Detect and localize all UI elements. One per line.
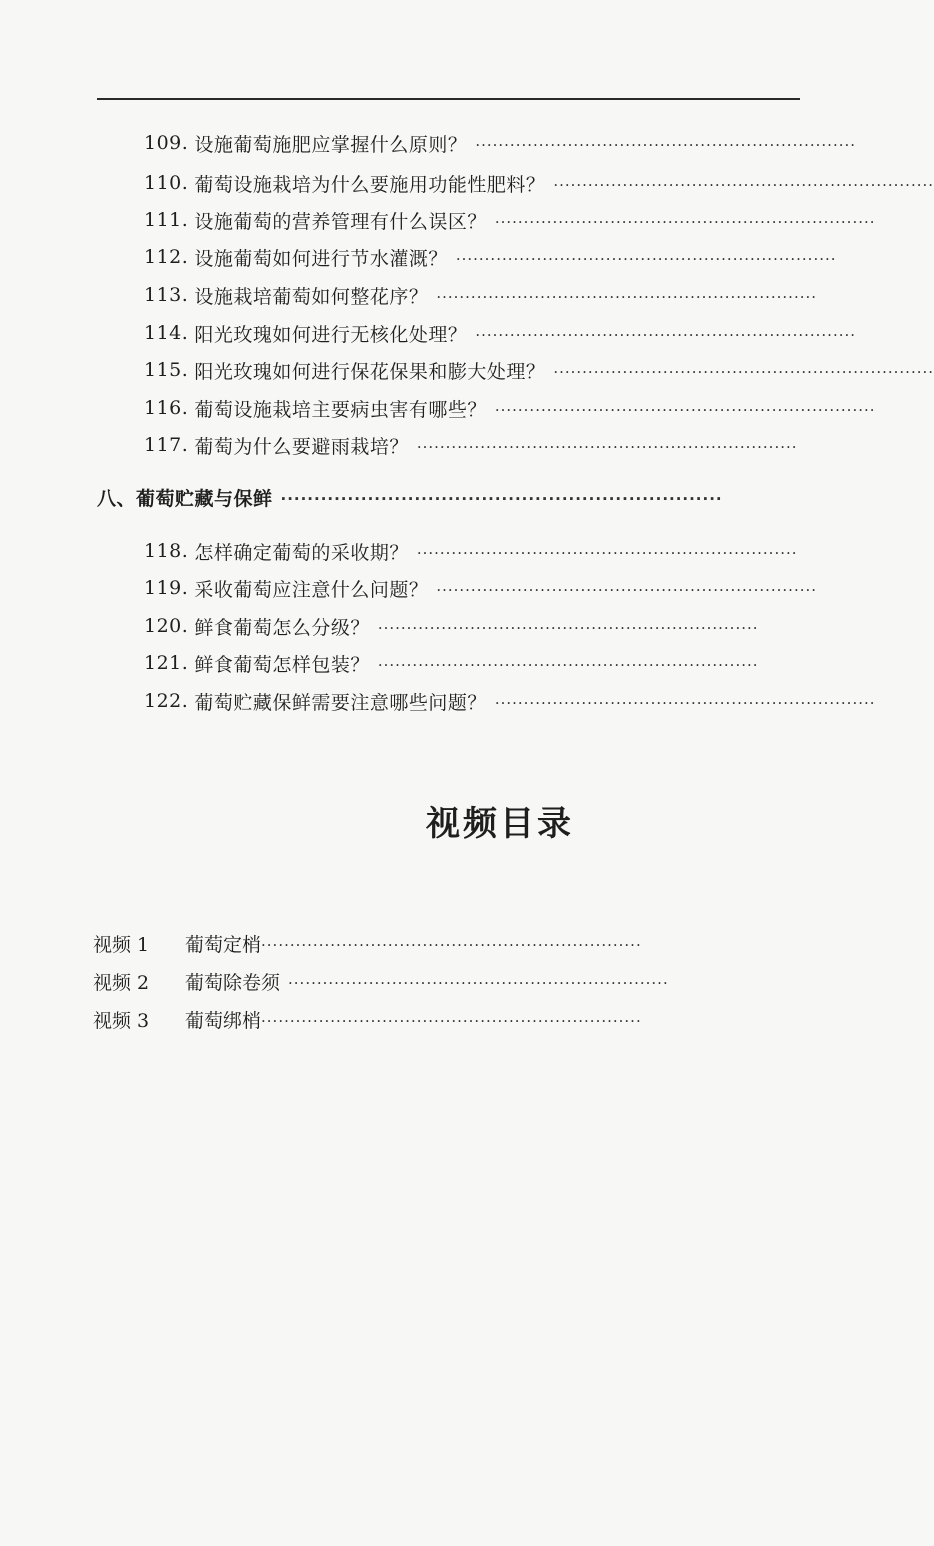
video-title: 葡萄除卷须 xyxy=(185,971,281,994)
toc-item-title: 葡萄贮藏保鲜需要注意哪些问题？ xyxy=(194,691,487,714)
toc-item-117[interactable] xyxy=(0,430,800,460)
toc-item-title: 设施栽培葡萄如何整花序？ xyxy=(194,285,429,308)
toc-item-title: 采收葡萄应注意什么问题？ xyxy=(194,578,429,601)
video-item-1[interactable] xyxy=(0,926,800,960)
toc-item-title: 设施葡萄的营养管理有什么误区？ xyxy=(194,210,487,233)
video-item-2[interactable] xyxy=(0,964,800,998)
toc-item-110[interactable] xyxy=(0,168,934,198)
dot-leader: ·································································· xyxy=(416,438,798,456)
dot-leader: ·································································· xyxy=(475,326,857,344)
toc-item-119[interactable] xyxy=(0,573,818,603)
toc-item-number: 112. xyxy=(144,246,189,268)
video-label: 视频 1 xyxy=(93,933,150,956)
toc-item-title: 阳光玫瑰如何进行无核化处理？ xyxy=(194,323,468,346)
video-label: 视频 3 xyxy=(93,1009,150,1032)
toc-item-number: 117. xyxy=(144,434,189,456)
dot-leader: ·································································· xyxy=(494,213,876,231)
dot-leader: ·································································· xyxy=(377,619,759,637)
toc-item-number: 110. xyxy=(144,172,189,194)
toc-item-121[interactable] xyxy=(0,648,800,678)
toc-item-112[interactable] xyxy=(0,242,837,272)
toc-item-title: 怎样确定葡萄的采收期？ xyxy=(194,541,409,564)
toc-item-114[interactable] xyxy=(0,318,857,348)
dot-leader: ·································································· xyxy=(261,1012,642,1030)
toc-item-115[interactable] xyxy=(0,355,934,385)
toc-item-122[interactable] xyxy=(0,686,876,716)
dot-leader: ·································································· xyxy=(436,288,818,306)
video-item-3[interactable] xyxy=(0,1002,800,1036)
toc-item-120[interactable] xyxy=(0,611,800,641)
toc-item-title: 鲜食葡萄怎么分级？ xyxy=(194,616,370,639)
dot-leader: ·································································· xyxy=(416,544,798,562)
section-title: 八、葡萄贮藏与保鲜 xyxy=(97,487,273,510)
toc-item-title: 葡萄设施栽培主要病虫害有哪些？ xyxy=(194,398,487,421)
toc-item-116[interactable] xyxy=(0,393,876,423)
toc-item-113[interactable] xyxy=(0,280,818,310)
dot-leader: ·································································· xyxy=(288,974,669,992)
toc-item-number: 116. xyxy=(144,397,189,419)
toc-item-111[interactable] xyxy=(0,205,876,235)
dot-leader: ·································································· xyxy=(494,401,876,419)
toc-item-number: 109. xyxy=(144,132,189,154)
toc-item-number: 115. xyxy=(144,359,189,381)
dot-leader: ·································································· xyxy=(455,250,837,268)
toc-item-number: 113. xyxy=(144,284,189,306)
toc-item-number: 119. xyxy=(144,577,189,599)
dot-leader: ·································································· xyxy=(475,136,857,154)
toc-item-number: 111. xyxy=(144,209,189,231)
toc-item-title: 葡萄设施栽培为什么要施用功能性肥料？ xyxy=(194,173,546,196)
toc-item-title: 葡萄为什么要避雨栽培？ xyxy=(194,435,409,458)
video-title: 葡萄定梢 xyxy=(185,933,262,956)
dot-leader: ·································································· xyxy=(553,363,934,381)
toc-item-number: 122. xyxy=(144,690,189,712)
toc-item-title: 鲜食葡萄怎样包装？ xyxy=(194,653,370,676)
toc-item-title: 设施葡萄如何进行节水灌溉？ xyxy=(194,247,448,270)
dot-leader: ·································································· xyxy=(377,656,759,674)
video-title: 葡萄绑梢 xyxy=(185,1009,262,1032)
header-rule xyxy=(97,98,800,100)
dot-leader: ·································································· xyxy=(494,694,876,712)
video-label: 视频 2 xyxy=(93,971,150,994)
toc-item-title: 设施葡萄施肥应掌握什么原则？ xyxy=(194,133,468,156)
dot-leader: ·································································· xyxy=(436,581,818,599)
toc-item-number: 118. xyxy=(144,540,189,562)
toc-item-118[interactable] xyxy=(0,536,800,566)
toc-item-109[interactable] xyxy=(0,128,857,158)
toc-item-number: 121. xyxy=(144,652,189,674)
dot-leader: ·································································· xyxy=(280,490,723,508)
dot-leader: ·································································· xyxy=(261,936,642,954)
toc-item-title: 阳光玫瑰如何进行保花保果和膨大处理？ xyxy=(194,360,546,383)
video-directory-title: 视频目录 xyxy=(426,804,574,844)
section-heading[interactable] xyxy=(0,482,800,512)
dot-leader: ·································································· xyxy=(553,176,934,194)
toc-item-number: 114. xyxy=(144,322,189,344)
toc-item-number: 120. xyxy=(144,615,189,637)
